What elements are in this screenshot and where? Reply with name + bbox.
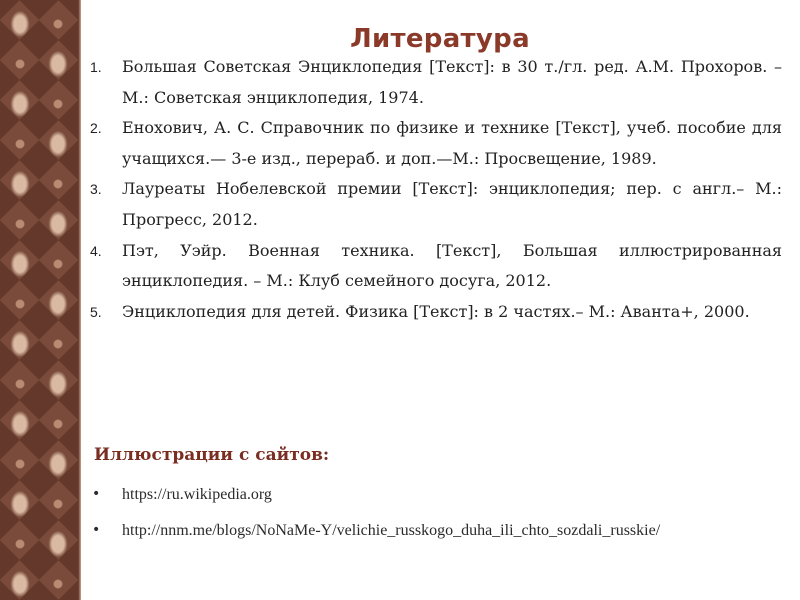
site-list (90, 480, 790, 552)
site-url: http://nnm.me/blogs/NoNaMe-Y/velichie_russkogo_duha_ili_chto_sozdali_russkie/ (122, 522, 661, 539)
site-url: https://ru.wikipedia.org (122, 486, 272, 503)
site-item (90, 516, 790, 545)
reference-list (90, 52, 782, 327)
bullet-icon: • (92, 522, 101, 538)
reference-number: 5. (90, 303, 102, 320)
reference-item (90, 236, 782, 297)
reference-item (90, 52, 782, 113)
reference-item (90, 113, 782, 174)
slide-title: Литература (350, 24, 530, 54)
reference-item (90, 174, 782, 235)
reference-text: Лауреаты Нобелевской премии [Текст]: энциклопедия; пер. с англ.– М.: Прогресс, 2012. (122, 179, 782, 229)
site-item (90, 480, 790, 509)
bullet-icon: • (92, 486, 101, 502)
damask-side-pattern (0, 0, 78, 600)
reference-item (90, 297, 782, 328)
side-border (78, 0, 81, 600)
illustrations-heading: Иллюстрации с сайтов: (94, 445, 330, 465)
reference-text: Энциклопедия для детей. Физика [Текст]: в 2 частях.– М.: Аванта+, 2000. (122, 301, 750, 321)
reference-text: Енохович, А. С. Справочник по физике и технике [Текст], учеб. пособие для учащихся.— 3-е изд., перераб. и доп.—М.: Просвещение, 1989. (122, 118, 782, 168)
reference-number: 2. (90, 120, 102, 137)
reference-number: 1. (90, 59, 102, 75)
reference-text: Пэт, Уэйр. Военная техника. [Текст], Большая иллюстрированная энциклопедия. – М.: Клуб семейного досуга, 2012. (122, 240, 782, 291)
reference-text: Большая Советская Энциклопедия [Текст]: в 30 т./гл. ред. А.М. Прохоров. – М.: Советская энциклопедия, 1974. (122, 57, 782, 107)
reference-number: 4. (90, 242, 102, 259)
reference-number: 3. (90, 181, 102, 198)
